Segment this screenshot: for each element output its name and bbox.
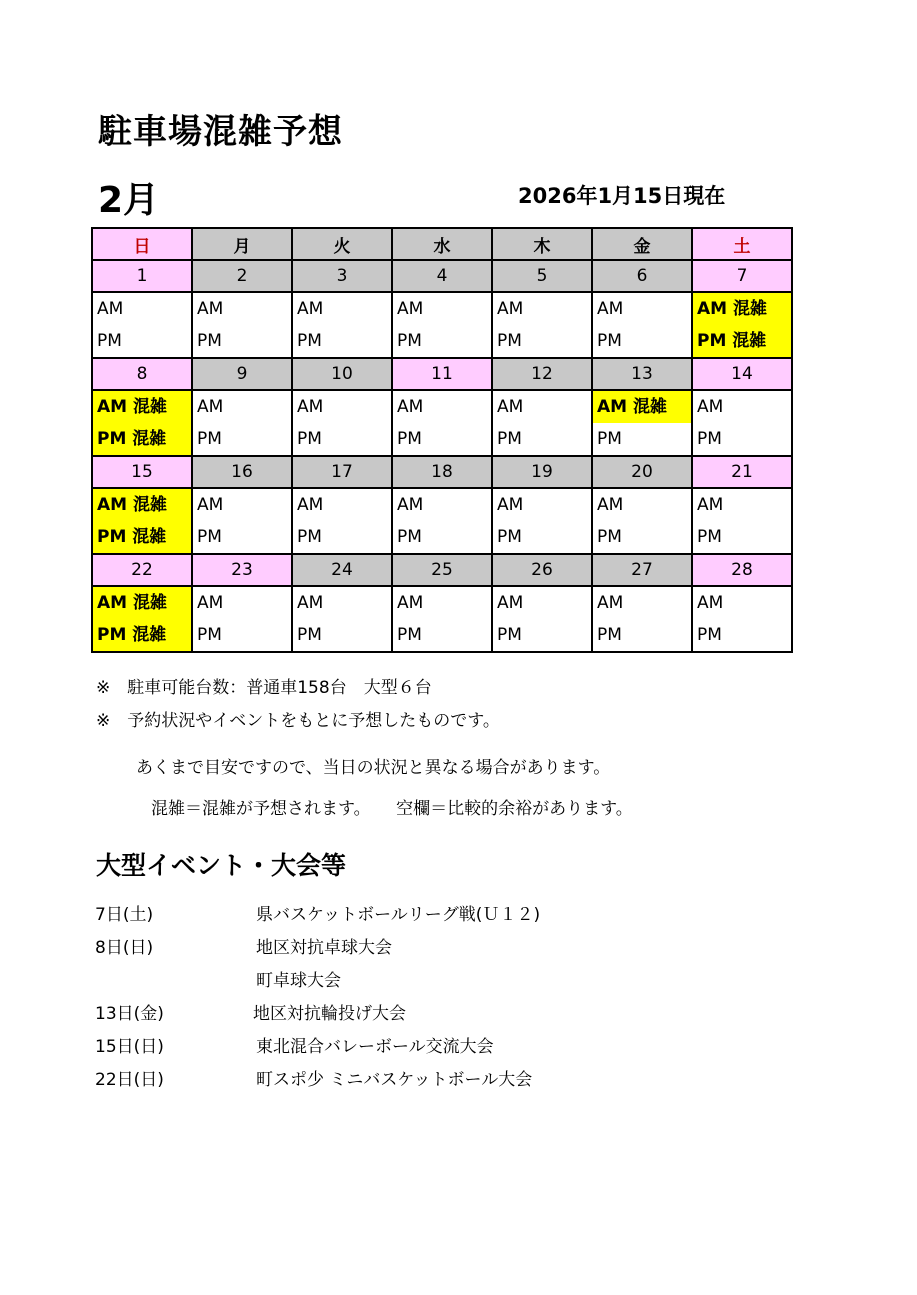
day-cell [292,488,392,554]
am-label: AM [297,495,324,515]
day-number: 28 [692,554,792,586]
am-label: AM [197,299,224,319]
day-cell [92,488,192,554]
am-label: AM [97,299,124,319]
am-pm-row [92,292,792,358]
event-date: 15日(日) [95,1037,164,1057]
day-number: 6 [592,260,692,292]
day-cell [592,292,692,358]
pm-label: PM [497,527,522,547]
am-label: AM [397,593,424,613]
date-number-row [92,456,792,488]
weekday-header-row [92,228,792,260]
pm-label: PM [597,527,622,547]
am-label: AM [597,299,624,319]
day-cell [692,390,792,456]
pm-label: PM [297,625,322,645]
pm-label: PM [397,331,422,351]
day-number: 11 [392,358,492,390]
pm-label: PM [97,331,122,351]
am-label: AM [497,397,524,417]
day-number: 13 [592,358,692,390]
am-pm-row [92,586,792,652]
am-label: AM [497,299,524,319]
day-cell [492,390,592,456]
day-cell [192,390,292,456]
day-number: 27 [592,554,692,586]
day-cell [492,586,592,652]
day-cell [292,390,392,456]
am-busy-label: AM 混雑 [93,391,191,423]
pm-label: PM [597,429,622,449]
day-number: 3 [292,260,392,292]
day-cell [392,586,492,652]
date-number-row [92,260,792,292]
note-disclaimer: あくまで目安ですので、当日の状況と異なる場合があります。 [136,758,611,778]
am-label: AM [297,397,324,417]
am-label: AM [197,495,224,515]
pm-label: PM [497,331,522,351]
event-date: 8日(日) [95,938,154,958]
am-label: AM [497,593,524,613]
pm-label: PM [297,331,322,351]
pm-label: PM [397,625,422,645]
weekday-sun: 日 [92,228,192,260]
day-cell [92,390,192,456]
pm-label: PM [497,625,522,645]
pm-label: PM [397,429,422,449]
pm-label: PM [197,625,222,645]
am-label: AM [597,495,624,515]
day-cell [392,488,492,554]
am-busy-label: AM 混雑 [693,293,791,325]
pm-label: PM [697,625,722,645]
parking-calendar [91,227,793,653]
day-number: 9 [192,358,292,390]
day-number: 1 [92,260,192,292]
day-number: 15 [92,456,192,488]
am-label: AM [397,299,424,319]
pm-label: PM [697,429,722,449]
event-name: 地区対抗輪投げ大会 [253,1004,406,1024]
am-label: AM [597,593,624,613]
event-date: 13日(金) [95,1004,164,1024]
am-label: AM [697,495,724,515]
event-name: 東北混合バレーボール交流大会 [256,1037,494,1057]
day-cell [192,488,292,554]
day-number: 10 [292,358,392,390]
pm-busy-label: PM 混雑 [93,521,191,553]
day-cell [692,586,792,652]
day-cell [192,586,292,652]
pm-busy-label: PM 混雑 [93,619,191,651]
pm-label: PM [397,527,422,547]
day-cell [592,586,692,652]
day-cell [292,292,392,358]
pm-label: PM [197,527,222,547]
am-label: AM [297,299,324,319]
day-number: 18 [392,456,492,488]
am-label: AM [497,495,524,515]
am-label: AM [197,397,224,417]
day-cell [492,488,592,554]
event-name: 町スポ少 ミニバスケットボール大会 [256,1070,533,1090]
pm-busy-label: PM 混雑 [693,325,791,357]
month-label: 2月 [98,180,160,221]
day-number: 25 [392,554,492,586]
weekday-thu: 木 [492,228,592,260]
day-number: 12 [492,358,592,390]
day-number: 4 [392,260,492,292]
pm-label: PM [697,527,722,547]
note-capacity: ※ 駐車可能台数：普通車158台 大型６台 [96,678,432,698]
pm-label: PM [197,429,222,449]
note-forecast-basis: ※ 予約状況やイベントをもとに予想したものです。 [96,711,500,731]
pm-label: PM [597,331,622,351]
event-name: 県バスケットボールリーグ戦(Ｕ１２) [256,905,541,925]
pm-label: PM [597,625,622,645]
am-label: AM [297,593,324,613]
day-number: 5 [492,260,592,292]
day-cell [492,292,592,358]
day-cell [92,292,192,358]
date-number-row [92,554,792,586]
day-number: 21 [692,456,792,488]
am-busy-label: AM 混雑 [93,587,191,619]
day-cell [592,488,692,554]
event-date: 7日(土) [95,905,154,925]
day-cell [692,488,792,554]
day-number: 23 [192,554,292,586]
pm-busy-label: PM 混雑 [93,423,191,455]
events-heading: 大型イベント・大会等 [96,851,347,880]
day-number: 19 [492,456,592,488]
day-number: 14 [692,358,792,390]
pm-label: PM [197,331,222,351]
day-cell [192,292,292,358]
pm-label: PM [497,429,522,449]
pm-label: PM [297,429,322,449]
as-of-date: 2026年1月15日現在 [518,184,726,208]
day-number: 2 [192,260,292,292]
am-pm-row [92,488,792,554]
day-number: 16 [192,456,292,488]
day-number: 20 [592,456,692,488]
note-legend: 混雑＝混雑が予想されます。 空欄＝比較的余裕があります。 [151,799,633,819]
day-number: 26 [492,554,592,586]
date-number-row [92,358,792,390]
weekday-tue: 火 [292,228,392,260]
day-number: 24 [292,554,392,586]
event-name: 町卓球大会 [256,971,341,991]
am-busy-label: AM 混雑 [593,391,691,423]
event-date: 22日(日) [95,1070,164,1090]
page-title: 駐車場混雑予想 [98,112,343,152]
day-number: 17 [292,456,392,488]
day-cell [392,292,492,358]
day-cell [392,390,492,456]
day-cell [692,292,792,358]
am-label: AM [697,397,724,417]
am-label: AM [397,397,424,417]
weekday-wed: 水 [392,228,492,260]
day-cell [92,586,192,652]
weekday-mon: 月 [192,228,292,260]
am-label: AM [697,593,724,613]
day-number: 22 [92,554,192,586]
am-label: AM [197,593,224,613]
am-label: AM [397,495,424,515]
day-cell [592,390,692,456]
pm-label: PM [297,527,322,547]
event-name: 地区対抗卓球大会 [256,938,392,958]
am-pm-row [92,390,792,456]
weekday-fri: 金 [592,228,692,260]
am-busy-label: AM 混雑 [93,489,191,521]
weekday-sat: 土 [692,228,792,260]
day-number: 7 [692,260,792,292]
day-cell [292,586,392,652]
day-number: 8 [92,358,192,390]
